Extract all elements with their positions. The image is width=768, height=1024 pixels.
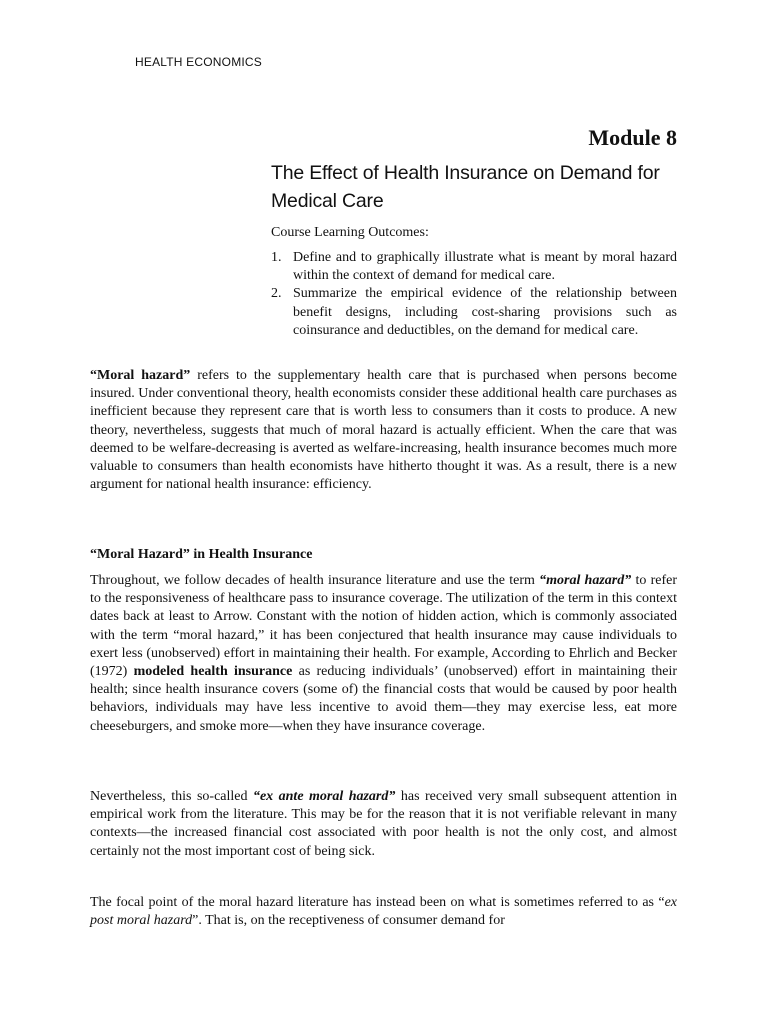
intro-paragraph: [90, 367, 677, 494]
section-heading: “Moral Hazard” in Health Insurance: [90, 547, 313, 562]
body-paragraph: [90, 894, 677, 930]
paragraph-text: as reducing individuals’ (unobserved) effort in maintaining their health; since health insurance covers (some of) the financial costs that would be caused by poor health behaviors, individuals may have less incentive to avoid them—they may exercise less, eat more cheeseburgers, and smoke more—when they have insurance coverage.: [90, 664, 678, 734]
moral-hazard-term: “Moral hazard”: [90, 368, 191, 383]
list-item: [271, 249, 677, 285]
emphasized-term: ex post moral hazard: [90, 895, 677, 929]
body-paragraph: [90, 572, 677, 736]
learning-outcomes-heading: Course Learning Outcomes:: [271, 225, 429, 240]
page-title: The Effect of Health Insurance on Demand for Medical Care: [271, 162, 660, 212]
paragraph-text: to refer to the responsiveness of healthcare pass to insurance coverage. The utilization of the term in this context dates back at least to Arrow. Constant with the notion of hidden action, which is commonly associated with the term “moral hazard,” it has been conjectured that health insurance may cause individuals to exert less (unobserved) effort in maintaining their health. For example, According to Ehrlich and Becker (1972): [90, 573, 677, 680]
learning-outcomes-list: [271, 249, 677, 340]
module-number: Module 8: [588, 125, 677, 150]
paragraph-text: ”. That is, on the receptiveness of consumer demand for: [192, 913, 505, 929]
list-item-number: 2.: [271, 286, 282, 302]
bold-phrase: modeled health insurance: [133, 664, 293, 680]
list-item-text: Summarize the empirical evidence of the relationship between benefit designs, including cost-sharing provisions such as coinsurance and deductibles, on the demand for medical care.: [293, 286, 677, 338]
list-item: [271, 285, 677, 340]
paragraph-text: The focal point of the moral hazard literature has instead been on what is sometimes referred to as “: [90, 895, 665, 910]
paragraph-text: has received very small subsequent attention in empirical work from the literature. This may be for the reason that it is not verifiable relevant in many contexts—the increased financial cost associated with poor health is not the only cost, and almost certainly not the most important cost of being sick.: [90, 789, 678, 859]
list-item-number: 1.: [271, 250, 282, 265]
paragraph-text: Throughout, we follow decades of health insurance literature and use the term: [90, 573, 540, 588]
paragraph-text: refers to the supplementary health care that is purchased when persons become insured. Under conventional theory, health economists consider these additional health care purchases as inefficient because they represent care that is worth less to consumers than it costs to produce. A new theory, nevertheless, suggests that much of moral hazard is actually efficient. When the care that was deemed to be welfare-decreasing is averted as welfare-increasing, health insurance becomes much more valuable to consumers than health economists have hitherto thought it was. As a result, there is a new argument for national health insurance: efficiency.: [90, 368, 677, 493]
body-paragraph: [90, 788, 677, 861]
list-item-text: Define and to graphically illustrate what is meant by moral hazard within the context of demand for medical care.: [293, 250, 677, 284]
paragraph-text: Nevertheless, this so-called: [90, 789, 253, 804]
emphasized-term: “moral hazard”: [539, 573, 632, 588]
running-header: HEALTH ECONOMICS: [135, 55, 262, 69]
emphasized-term: “ex ante moral hazard”: [252, 789, 396, 804]
